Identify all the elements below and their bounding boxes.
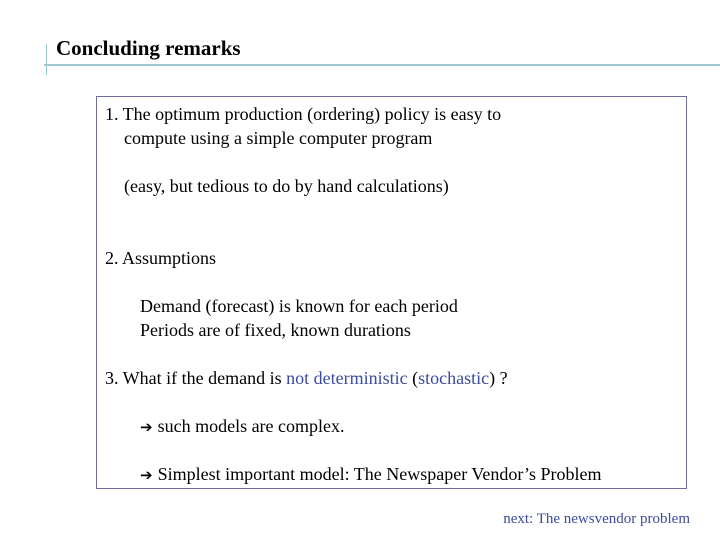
item3-stochastic: stochastic	[418, 368, 490, 388]
item1-line2: compute using a simple computer program	[124, 128, 433, 148]
item3-question	[105, 367, 508, 389]
item2-periods: Periods are of fixed, known durations	[140, 320, 411, 340]
item1-line1: 1. The optimum production (ordering) policy is easy to	[105, 104, 502, 124]
item2-demand: Demand (forecast) is known for each period	[140, 296, 458, 316]
slide-title: Concluding remarks	[56, 36, 241, 60]
item3-suffix: ) ?	[489, 368, 508, 388]
item3-complex: such models are complex.	[157, 416, 345, 436]
item3-model: Simplest important model: The Newspaper Vendor’s Problem	[157, 464, 602, 484]
item3-prefix: 3. What if the demand is	[105, 368, 287, 388]
arrow-right-icon: ➔	[140, 418, 153, 436]
item3-complex-line	[140, 415, 345, 438]
next-slide-link[interactable]: next: The newsvendor problem	[503, 511, 690, 527]
title-vertical-rule	[46, 44, 47, 75]
item3-model-line	[140, 463, 602, 486]
item2-heading: 2. Assumptions	[105, 248, 217, 268]
arrow-right-icon: ➔	[140, 466, 153, 484]
item3-middle: (	[407, 368, 419, 388]
title-underline	[44, 64, 720, 66]
item3-not-deterministic: not deterministic	[286, 368, 408, 388]
item1-note: (easy, but tedious to do by hand calculations)	[124, 176, 449, 196]
